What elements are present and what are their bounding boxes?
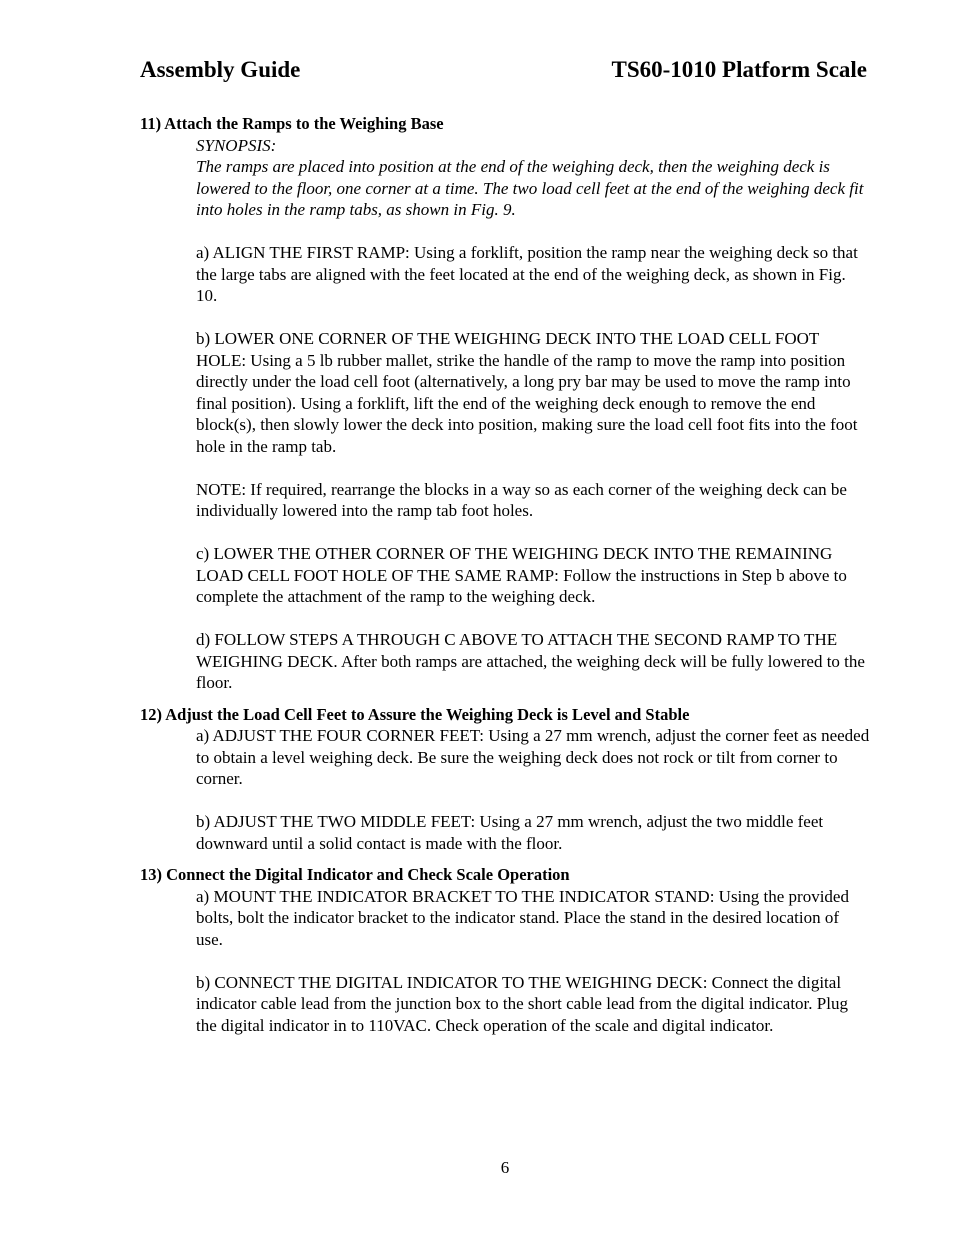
section-title: 13) Connect the Digital Indicator and Check Scale Operation [140, 865, 570, 884]
note-paragraph: NOTE: If required, rearrange the blocks in a way so as each corner of the weighing deck can be individually lowered into the ramp tab foot holes. [196, 479, 847, 520]
step-paragraph: a) ADJUST THE FOUR CORNER FEET: Using a 27 mm wrench, adjust the corner feet as needed to obtain a level weighing deck. Be sure the weighing deck does not rock or tilt from corner to corner. [196, 726, 870, 788]
header-title-left: Assembly Guide [140, 57, 301, 82]
section-body [140, 135, 870, 694]
section-body [140, 725, 870, 854]
step-paragraph: b) CONNECT THE DIGITAL INDICATOR TO THE WEIGHING DECK: Connect the digital indicator cable lead from the junction box to the short cable lead from the digital indicator. Plug the digital indicator in to 110VAC. Check operation of the scale and digital indicator. [196, 972, 848, 1035]
header-title-right: TS60-1010 Platform Scale [611, 57, 867, 82]
page-number: 6 [500, 1158, 510, 1177]
step-paragraph: a) ALIGN THE FIRST RAMP: Using a forklift, position the ramp near the weighing deck so that the large tabs are aligned with the feet located at the end of the weighing deck, as shown in Fig. 10. [196, 243, 858, 305]
section-13 [140, 864, 870, 1036]
synopsis-label: SYNOPSIS: [196, 135, 277, 155]
step-paragraph: c) LOWER THE OTHER CORNER OF THE WEIGHING DECK INTO THE REMAINING LOAD CELL FOOT HOLE OF THE SAME RAMP: Follow the instructions in Step b above to complete the attachment of the ramp to the weighing deck. [196, 544, 847, 606]
step-paragraph: b) LOWER ONE CORNER OF THE WEIGHING DECK INTO THE LOAD CELL FOOT HOLE: Using a 5 lb rubber mallet, strike the handle of the ramp to move the ramp into position directly under the load cell foot (alternatively, a long pry bar may be used to move the ramp into final position). Using a forklift, lift the end of the weighing deck enough to remove the end block(s), then slowly lower the deck into position, making sure the load cell foot fits into the foot hole in the ramp tab. [196, 329, 858, 456]
page-header [140, 57, 867, 87]
step-paragraph: d) FOLLOW STEPS A THROUGH C ABOVE TO ATTACH THE SECOND RAMP TO THE WEIGHING DECK. After both ramps are attached, the weighing deck will be fully lowered to the floor. [196, 630, 865, 692]
section-body [140, 886, 870, 1037]
synopsis-text: The ramps are placed into position at the end of the weighing deck, then the weighing deck is lowered to the floor, one corner at a time. The two load cell feet at the end of the weighing deck fit into holes in the ramp tabs, as shown in Fig. 9. [196, 157, 864, 219]
section-11 [140, 113, 870, 694]
document-body [140, 113, 870, 1046]
section-12 [140, 704, 870, 855]
section-title: 11) Attach the Ramps to the Weighing Base [140, 114, 444, 133]
section-title: 12) Adjust the Load Cell Feet to Assure the Weighing Deck is Level and Stable [140, 704, 690, 724]
step-paragraph: a) MOUNT THE INDICATOR BRACKET TO THE INDICATOR STAND: Using the provided bolts, bolt the indicator bracket to the indicator stand. Place the stand in the desired location of use. [196, 886, 849, 949]
step-paragraph: b) ADJUST THE TWO MIDDLE FEET: Using a 27 mm wrench, adjust the two middle feet downward until a solid contact is made with the floor. [196, 812, 824, 853]
